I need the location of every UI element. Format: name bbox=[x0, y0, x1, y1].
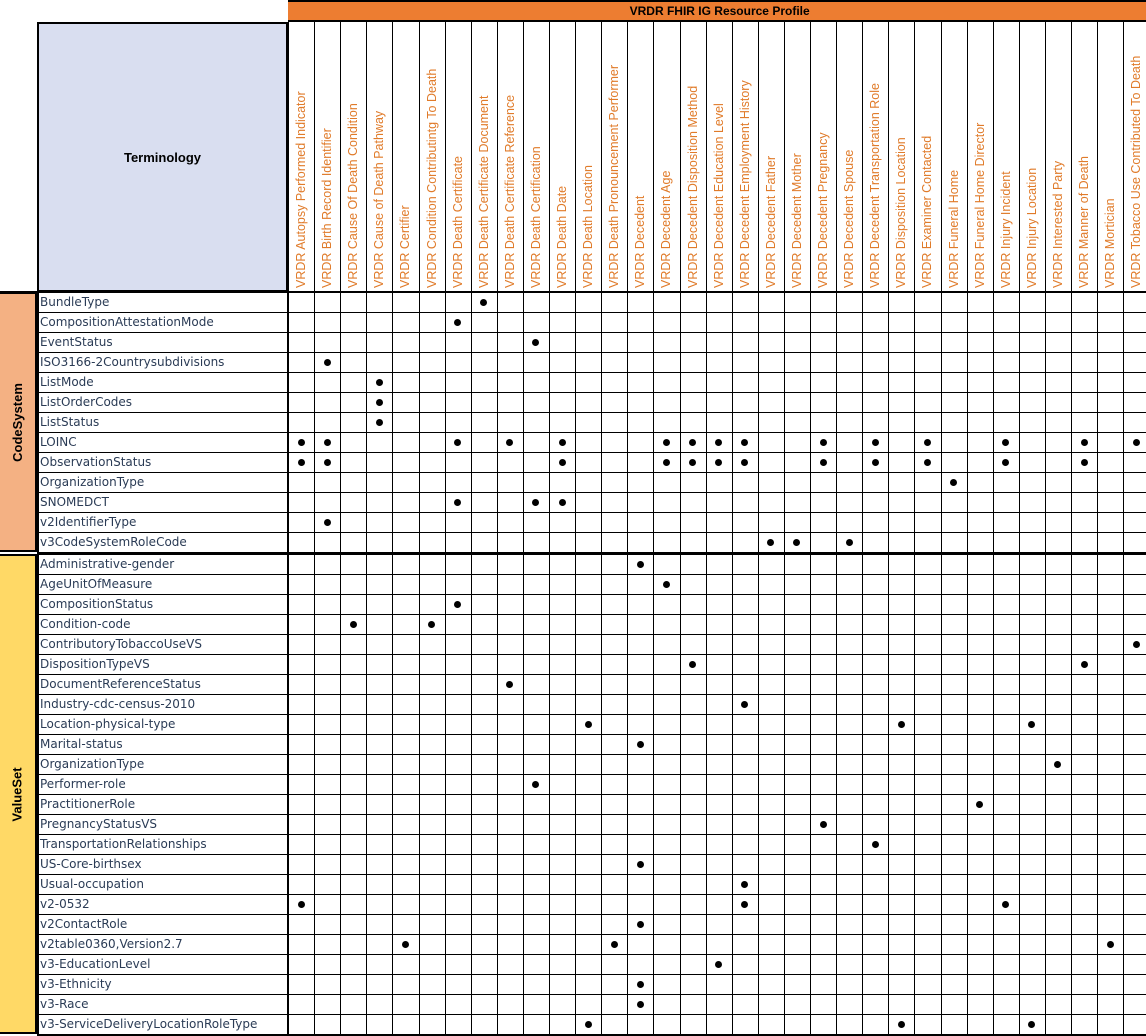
column-rule bbox=[392, 22, 393, 1034]
row-rule bbox=[37, 594, 1146, 595]
column-header-label: VRDR Decedent bbox=[633, 195, 648, 288]
column-header bbox=[967, 22, 993, 292]
usage-dot bbox=[689, 439, 696, 446]
usage-dot bbox=[663, 439, 670, 446]
usage-dot bbox=[689, 459, 696, 466]
row-rule bbox=[37, 634, 1146, 635]
usage-dot bbox=[324, 359, 331, 366]
terminology-row-label: ObservationStatus bbox=[40, 455, 152, 469]
row-rule bbox=[37, 412, 1146, 413]
terminology-row-label: PregnancyStatusVS bbox=[40, 817, 158, 831]
group-label-cell bbox=[0, 292, 37, 552]
column-header bbox=[549, 22, 575, 292]
terminology-row-label: OrganizationType bbox=[40, 757, 145, 771]
usage-dot bbox=[298, 439, 305, 446]
column-rule bbox=[366, 22, 367, 1034]
usage-dot bbox=[872, 841, 879, 848]
label-right-rule bbox=[287, 22, 289, 1034]
usage-dot bbox=[924, 439, 931, 446]
column-header-label: VRDR Funeral Home Director bbox=[972, 122, 987, 288]
column-rule bbox=[1045, 22, 1046, 1034]
terminology-row-label: Performer-role bbox=[40, 777, 126, 791]
row-rule bbox=[37, 834, 1146, 835]
column-header-label: VRDR Death Date bbox=[555, 185, 570, 288]
column-header bbox=[914, 22, 940, 292]
row-rule bbox=[37, 734, 1146, 735]
terminology-row-label: ListMode bbox=[40, 375, 94, 389]
group-label-cell bbox=[0, 554, 37, 1034]
column-header-label: VRDR Decedent Age bbox=[659, 170, 674, 288]
usage-dot bbox=[559, 499, 566, 506]
terminology-row-label: DocumentReferenceStatus bbox=[40, 677, 201, 691]
terminology-row-label: OrganizationType bbox=[40, 475, 145, 489]
row-rule bbox=[37, 694, 1146, 695]
column-header bbox=[627, 22, 653, 292]
row-rule bbox=[37, 934, 1146, 935]
column-rule bbox=[836, 22, 837, 1034]
usage-dot bbox=[1081, 459, 1088, 466]
usage-dot bbox=[559, 439, 566, 446]
terminology-row-label: v3-Race bbox=[40, 997, 89, 1011]
column-header bbox=[601, 22, 627, 292]
column-header bbox=[941, 22, 967, 292]
column-header bbox=[366, 22, 392, 292]
usage-dot bbox=[559, 459, 566, 466]
usage-dot bbox=[637, 561, 644, 568]
usage-dot bbox=[428, 621, 435, 628]
row-rule bbox=[37, 914, 1146, 915]
column-header-label: VRDR Manner of Death bbox=[1077, 155, 1092, 288]
column-header-label: VRDR Decedent Father bbox=[763, 155, 778, 288]
usage-dot bbox=[1002, 459, 1009, 466]
column-header-label: VRDR Mortician bbox=[1103, 198, 1118, 288]
column-rule bbox=[1071, 22, 1072, 1034]
usage-dot bbox=[376, 419, 383, 426]
terminology-row-label: ISO3166-2Countrysubdivisions bbox=[40, 355, 225, 369]
row-rule bbox=[37, 312, 1146, 313]
row-rule bbox=[37, 352, 1146, 353]
terminology-header: Terminology bbox=[37, 22, 288, 292]
column-rule bbox=[680, 22, 681, 1034]
terminology-row-label: DispositionTypeVS bbox=[40, 657, 150, 671]
column-rule bbox=[862, 22, 863, 1034]
group-label: CodeSystem bbox=[10, 382, 25, 462]
terminology-row-label: CompositionAttestationMode bbox=[40, 315, 214, 329]
terminology-row-label: Condition-code bbox=[40, 617, 131, 631]
usage-dot bbox=[1081, 661, 1088, 668]
usage-dot bbox=[872, 459, 879, 466]
column-header bbox=[392, 22, 418, 292]
terminology-row-label: Marital-status bbox=[40, 737, 123, 751]
usage-dot bbox=[741, 881, 748, 888]
column-header bbox=[575, 22, 601, 292]
column-header-label: VRDR Decedent Pregnancy bbox=[816, 132, 831, 288]
usage-dot bbox=[1054, 761, 1061, 768]
column-header-label: VRDR Death Certificate Document bbox=[476, 95, 491, 288]
usage-dot bbox=[637, 861, 644, 868]
terminology-row-label: SNOMEDCT bbox=[40, 495, 109, 509]
usage-dot bbox=[637, 1001, 644, 1008]
column-header bbox=[1123, 22, 1146, 292]
row-rule bbox=[37, 492, 1146, 493]
column-rule bbox=[784, 22, 785, 1034]
column-rule bbox=[549, 22, 550, 1034]
column-header bbox=[758, 22, 784, 292]
column-rule bbox=[967, 22, 968, 1034]
usage-dot bbox=[793, 539, 800, 546]
usage-dot bbox=[454, 319, 461, 326]
row-rule bbox=[37, 332, 1146, 333]
usage-dot bbox=[1133, 439, 1140, 446]
column-header-label: VRDR Decedent Employment History bbox=[737, 80, 752, 288]
column-header-label: VRDR Autopsy Performed Indicator bbox=[294, 91, 309, 288]
terminology-row-label: ListStatus bbox=[40, 415, 100, 429]
row-rule bbox=[37, 372, 1146, 373]
usage-dot bbox=[741, 459, 748, 466]
column-header bbox=[340, 22, 366, 292]
usage-dot bbox=[976, 801, 983, 808]
usage-dot bbox=[820, 821, 827, 828]
column-header-label: VRDR Injury Incident bbox=[998, 171, 1013, 288]
usage-dot bbox=[637, 741, 644, 748]
usage-dot bbox=[454, 601, 461, 608]
column-header-label: VRDR Decedent Mother bbox=[789, 153, 804, 288]
terminology-row-label: Location-physical-type bbox=[40, 717, 176, 731]
column-header bbox=[314, 22, 340, 292]
usage-dot bbox=[741, 439, 748, 446]
group-rule bbox=[37, 552, 1146, 554]
usage-dot bbox=[376, 379, 383, 386]
column-header bbox=[1071, 22, 1097, 292]
row-rule bbox=[37, 974, 1146, 975]
column-rule bbox=[706, 22, 707, 1034]
usage-dot bbox=[715, 459, 722, 466]
terminology-row-label: Industry-cdc-census-2010 bbox=[40, 697, 196, 711]
terminology-row-label: BundleType bbox=[40, 295, 110, 309]
column-header bbox=[653, 22, 679, 292]
column-rule bbox=[732, 22, 733, 1034]
column-header-label: VRDR Interested Party bbox=[1050, 160, 1065, 288]
column-rule bbox=[497, 22, 498, 1034]
terminology-row-label: v3-ServiceDeliveryLocationRoleType bbox=[40, 1017, 258, 1031]
usage-dot bbox=[715, 961, 722, 968]
column-header bbox=[862, 22, 888, 292]
column-header-label: VRDR Death Certificate bbox=[450, 156, 465, 288]
row-rule bbox=[37, 392, 1146, 393]
column-header-label: VRDR Decedent Transportation Role bbox=[868, 83, 883, 288]
usage-dot bbox=[611, 941, 618, 948]
usage-dot bbox=[898, 1021, 905, 1028]
usage-dot bbox=[1028, 721, 1035, 728]
column-header-label: VRDR Condition Contributintg To Death bbox=[424, 68, 439, 288]
column-header bbox=[706, 22, 732, 292]
column-header bbox=[888, 22, 914, 292]
usage-dot bbox=[663, 459, 670, 466]
column-rule bbox=[601, 22, 602, 1034]
row-rule bbox=[37, 574, 1146, 575]
row-rule bbox=[37, 674, 1146, 675]
usage-dot bbox=[1002, 439, 1009, 446]
terminology-row-label: EventStatus bbox=[40, 335, 113, 349]
usage-dot bbox=[950, 479, 957, 486]
terminology-row-label: AgeUnitOfMeasure bbox=[40, 577, 153, 591]
column-header-label: VRDR Tobacco Use Contributed To Death bbox=[1129, 55, 1144, 288]
column-header-label: VRDR Death Location bbox=[581, 165, 596, 288]
column-header-label: VRDR Decedent Disposition Method bbox=[685, 85, 700, 288]
terminology-row-label: v3-Ethnicity bbox=[40, 977, 112, 991]
usage-dot bbox=[1002, 901, 1009, 908]
column-header bbox=[993, 22, 1019, 292]
column-header bbox=[784, 22, 810, 292]
row-rule bbox=[37, 554, 1146, 555]
column-rule bbox=[914, 22, 915, 1034]
column-header bbox=[523, 22, 549, 292]
column-rule bbox=[888, 22, 889, 1034]
usage-dot bbox=[689, 661, 696, 668]
terminology-row-label: Usual-occupation bbox=[40, 877, 144, 891]
column-header-label: VRDR Death Pronouncement Performer bbox=[607, 64, 622, 288]
profile-title-bar: VRDR FHIR IG Resource Profile bbox=[288, 0, 1146, 22]
row-rule bbox=[37, 472, 1146, 473]
column-rule bbox=[419, 22, 420, 1034]
row-rule bbox=[37, 654, 1146, 655]
usage-dot bbox=[898, 721, 905, 728]
column-rule bbox=[340, 22, 341, 1034]
terminology-row-label: v2IdentifierType bbox=[40, 515, 137, 529]
usage-dot bbox=[298, 459, 305, 466]
column-header-label: VRDR Birth Record Identifier bbox=[320, 128, 335, 288]
column-header-label: VRDR Decedent Education Level bbox=[711, 103, 726, 288]
usage-dot bbox=[1081, 439, 1088, 446]
usage-dot bbox=[324, 459, 331, 466]
column-header-label: VRDR Injury Location bbox=[1024, 167, 1039, 288]
column-header bbox=[810, 22, 836, 292]
column-header-label: VRDR Death Certificate Reference bbox=[502, 94, 517, 288]
usage-dot bbox=[506, 439, 513, 446]
label-rule bbox=[37, 292, 39, 1034]
row-rule bbox=[37, 874, 1146, 875]
usage-dot bbox=[637, 921, 644, 928]
column-rule bbox=[810, 22, 811, 1034]
row-rule bbox=[37, 432, 1146, 433]
terminology-row-label: v3-EducationLevel bbox=[40, 957, 151, 971]
row-rule bbox=[37, 452, 1146, 453]
column-header bbox=[836, 22, 862, 292]
usage-dot bbox=[872, 439, 879, 446]
usage-dot bbox=[376, 399, 383, 406]
column-header bbox=[419, 22, 445, 292]
column-rule bbox=[941, 22, 942, 1034]
terminology-row-label: PractitionerRole bbox=[40, 797, 136, 811]
terminology-row-label: ContributoryTobaccoUseVS bbox=[40, 637, 202, 651]
column-header bbox=[732, 22, 758, 292]
usage-dot bbox=[480, 299, 487, 306]
column-header bbox=[1097, 22, 1123, 292]
column-rule bbox=[1123, 22, 1124, 1034]
terminology-row-label: US-Core-birthsex bbox=[40, 857, 142, 871]
row-rule bbox=[37, 854, 1146, 855]
column-rule bbox=[993, 22, 994, 1034]
usage-dot bbox=[324, 519, 331, 526]
usage-dot bbox=[532, 499, 539, 506]
usage-dot bbox=[454, 499, 461, 506]
terminology-row-label: v2table0360,Version2.7 bbox=[40, 937, 183, 951]
column-header-label: VRDR Decedent Spouse bbox=[842, 149, 857, 288]
row-rule bbox=[37, 614, 1146, 615]
terminology-row-label: Administrative-gender bbox=[40, 557, 175, 571]
column-header-label: VRDR Cause Of Death Condition bbox=[346, 103, 361, 288]
column-rule bbox=[627, 22, 628, 1034]
usage-dot bbox=[820, 439, 827, 446]
column-rule bbox=[1019, 22, 1020, 1034]
row-rule bbox=[37, 954, 1146, 955]
column-rule bbox=[758, 22, 759, 1034]
usage-dot bbox=[1028, 1021, 1035, 1028]
column-header bbox=[471, 22, 497, 292]
usage-dot bbox=[1133, 641, 1140, 648]
column-header bbox=[1045, 22, 1071, 292]
usage-dot bbox=[846, 539, 853, 546]
usage-dot bbox=[402, 941, 409, 948]
terminology-row-label: ListOrderCodes bbox=[40, 395, 133, 409]
usage-dot bbox=[532, 339, 539, 346]
terminology-row-label: CompositionStatus bbox=[40, 597, 154, 611]
usage-dot bbox=[924, 459, 931, 466]
usage-dot bbox=[585, 721, 592, 728]
usage-dot bbox=[741, 901, 748, 908]
column-rule bbox=[471, 22, 472, 1034]
column-header-label: VRDR Cause of Death Pathway bbox=[372, 110, 387, 288]
terminology-row-label: TransportationRelationships bbox=[40, 837, 207, 851]
row-rule bbox=[37, 894, 1146, 895]
usage-dot bbox=[350, 621, 357, 628]
column-rule bbox=[445, 22, 446, 1034]
column-header-label: VRDR Disposition Location bbox=[894, 137, 909, 288]
column-rule bbox=[314, 22, 315, 1034]
group-label: ValueSet bbox=[10, 766, 26, 822]
usage-dot bbox=[663, 581, 670, 588]
usage-dot bbox=[820, 459, 827, 466]
usage-dot bbox=[454, 439, 461, 446]
column-header bbox=[680, 22, 706, 292]
column-header bbox=[288, 22, 314, 292]
usage-dot bbox=[324, 439, 331, 446]
column-rule bbox=[523, 22, 524, 1034]
usage-dot bbox=[741, 701, 748, 708]
row-rule bbox=[37, 714, 1146, 715]
header-bottom-rule bbox=[0, 291, 1146, 293]
usage-dot bbox=[298, 901, 305, 908]
column-header-label: VRDR Death Certification bbox=[528, 146, 543, 288]
column-rule bbox=[653, 22, 654, 1034]
column-header-label: VRDR Certifier bbox=[398, 205, 413, 288]
column-header-label: VRDR Examiner Contacted bbox=[920, 135, 935, 288]
row-rule bbox=[37, 774, 1146, 775]
terminology-row-label: v2-0532 bbox=[40, 897, 90, 911]
column-rule bbox=[575, 22, 576, 1034]
column-header bbox=[497, 22, 523, 292]
row-rule bbox=[37, 814, 1146, 815]
row-rule bbox=[37, 754, 1146, 755]
row-rule bbox=[37, 512, 1146, 513]
row-rule bbox=[37, 1014, 1146, 1015]
column-rule bbox=[1097, 22, 1098, 1034]
column-header-label: VRDR Funeral Home bbox=[946, 169, 961, 288]
terminology-row-label: LOINC bbox=[40, 435, 77, 449]
column-header bbox=[445, 22, 471, 292]
usage-dot bbox=[506, 681, 513, 688]
usage-dot bbox=[767, 539, 774, 546]
row-rule bbox=[37, 794, 1146, 795]
row-rule bbox=[37, 994, 1146, 995]
usage-dot bbox=[715, 439, 722, 446]
usage-dot bbox=[1107, 941, 1114, 948]
terminology-row-label: v2ContactRole bbox=[40, 917, 128, 931]
row-rule bbox=[37, 532, 1146, 533]
usage-dot bbox=[637, 981, 644, 988]
column-header bbox=[1019, 22, 1045, 292]
terminology-row-label: v3CodeSystemRoleCode bbox=[40, 535, 187, 549]
usage-dot bbox=[532, 781, 539, 788]
usage-dot bbox=[585, 1021, 592, 1028]
